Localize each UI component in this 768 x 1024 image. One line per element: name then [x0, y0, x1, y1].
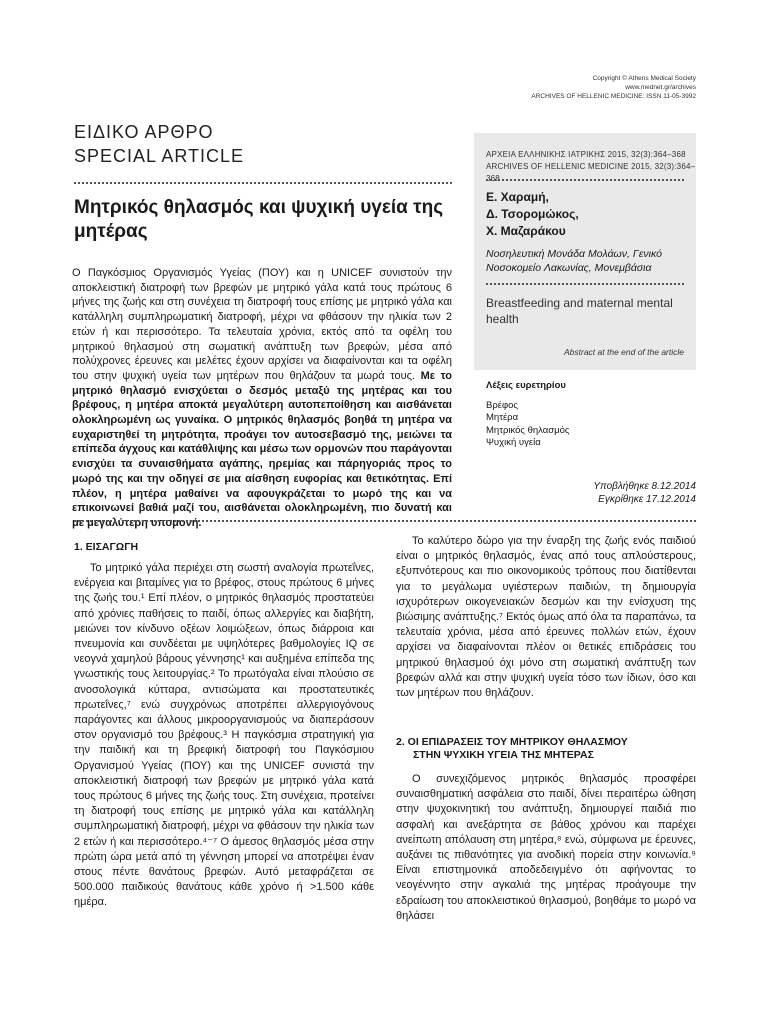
affiliation: Νοσηλευτική Μονάδα Μολάων, Γενικό Νοσοκομείο Λακωνίας, Μονεμβάσια	[486, 248, 662, 274]
section-2-paragraph: Ο συνεχιζόμενος μητρικός θηλασμός προσφέρει συναισθηματική ασφάλεια στο παιδί, δίνει περαιτέρω ώθηση στην ψυχοκινητική του ανάπτυξη, δημιουργεί παιδιά πιο ασφαλή και ανεξάρτητα σε βάθος χρόνου και παρέχει ανείπωτη απόλαυση στη μητέρα,⁸ ενώ, σύμφωνα με έρευνες, αυξάνει τις πιθανότητες για ανοδική πορεία στην κοινωνία.⁹ Είναι επιστημονικά αποδεδειγμένο ότι αφήνοντας το νεογέννητο στην αγκαλιά της μητέρας προάγουμε την εδραίωση του αποκλειστικού θηλασμού, βοηθάμε το μωρό να θηλάσει	[396, 773, 696, 922]
keyword-item: Βρέφος	[486, 400, 518, 411]
keywords-heading: Λέξεις ευρετηρίου	[486, 380, 566, 391]
intro-body	[74, 561, 374, 911]
section-heading-2-line2: ΣΤΗΝ ΨΥΧΙΚΗ ΥΓΕΙΑ ΤΗΣ ΜΗΤΕΡΑΣ	[413, 749, 594, 761]
abstract-note: Abstract at the end of the article	[563, 347, 684, 357]
abstract-text-bold: Με το μητρικό θηλασμό ενισχύεται ο δεσμός μεταξύ της μητέρας και του βρέφους, η μητέρα αποκτά μεγαλύτερη αυτοπεποίθηση και αισθάνεται ολοκληρωμένη ως γυναίκα. Ο μητρικός θηλασμός βοηθά τη μητέρα να ευχαριστηθεί τη μητρότητα, προάγει τον αυτοσεβασμό της, μειώνει τα επίπεδα άγχους και κατάθλιψης και μέσω των ορμονών που παράγονται ενισχύει τα συναισθήματα αγάπης, ηρεμίας και πάρηγοριάς προς το μωρό της και την οδηγεί σε μια αίσθηση ευφορίας και θετικότητας. Επί πλέον, η μητέρα μαθαίνει να αφουγκράζεται το μωρό της και να επικοινωνεί βαθιά μαζί του, αισθάνεται ολοκληρωμένη, πιο δυνατή και με μεγαλύτερη υπομονή.	[72, 369, 452, 529]
article-title: Μητρικός θηλασμός και ψυχική υγεία της μητέρας	[74, 197, 444, 242]
author: Ε. Χαραμή,	[486, 190, 549, 204]
authors	[486, 189, 691, 240]
abstract-text: Ο Παγκόσμιος Οργανισμός Υγείας (ΠΟΥ) και η UNICEF συνιστούν την αποκλειστική διατροφή των βρεφών με μητρικό γάλα κατά τους πρώτους 6 μήνες της ζωής και στη συνέχεια τη διατροφή τους επίσης με μητρικό γάλα και κατάλληλη συμπληρωματική διατροφή, μέχρι να φθάσουν την ηλικία των 2 ετών ή και περισσότερο. Τα τελευταία χρόνια, εκτός από τα οφέλη του μητρικού θηλασμού στη σωματική ανάπτυξη των βρεφών, μέσα από πολύχρονες έρευνες και μελέτες έχουν αρχίσει να διαφαίνονται και τα οφέλη του στην ψυχική υγεία των μητέρων που θηλάζουν τα μωρά τους.	[72, 267, 452, 382]
keyword-item: Μητέρα	[486, 412, 519, 424]
abstract	[72, 266, 452, 531]
copyright-line: Copyright © Athens Medical Society	[592, 75, 696, 82]
keywords-list	[486, 400, 569, 449]
right-paragraph: Το καλύτερο δώρο για την έναρξη της ζωής ενός παιδιού είναι ο μητρικός θηλασμός, ένας από τους απλούστερους, εξυπνότερους και πιο οικονομικούς τρόπους που διατίθενται για το μεγάλωμα υγιέστερων παιδιών, τη δημιουργία ισχυρότερων οικογενειακών δεσμών και την ενίσχυση της βιώσιμης ανάπτυξης.⁷ Εκτός όμως από όλα τα παραπάνω, τα τελευταία χρόνια, μέσα από έρευνες πολλών ετών, έχουν αρχίσει να διαφαίνονται πλέον οι θετικές επιδράσεις του μητρικού θηλασμού όχι μόνο στη σωματική ανάπτυξη των βρεφών αλλά και στην ψυχική υγεία τόσο των ίδιων, όσο και των μητέρων που θηλάζουν.	[396, 535, 696, 700]
author: Δ. Τσορομώκος,	[486, 207, 579, 221]
english-title: Breastfeeding and maternal mental health	[486, 296, 673, 326]
article-info-sidebar	[474, 133, 696, 370]
journal-url: www.mednet.gr/archives	[625, 84, 696, 91]
section-heading-2-line1: 2. ΟΙ ΕΠΙΔΡΑΣΕΙΣ ΤΟΥ ΜΗΤΡΙΚΟΥ ΘΗΛΑΣΜΟΥ	[396, 736, 628, 748]
submission-dates	[593, 481, 696, 506]
accepted-date: Εγκρίθηκε 17.12.2014	[598, 493, 696, 505]
section-heading-2	[396, 736, 696, 762]
right-body	[396, 534, 696, 701]
copyright-block	[531, 74, 696, 101]
issn-line: ARCHIVES OF HELLENIC MEDICINE: ISSN 11-05-3992	[531, 93, 696, 100]
divider-sidebar-mid	[486, 283, 684, 285]
divider-sidebar-top	[486, 179, 684, 181]
intro-paragraph: Το μητρικό γάλα περιέχει στη σωστή αναλογία πρωτεΐνες, ενέργεια και βιταμίνες για το βρέφος, στους πρώτους 6 μήνες της ζωής του.¹ Επί πλέον, ο μητρικός θηλασμός προστατεύει από χρόνιες παθήσεις το παιδί, όπως αλλεργίες και διαβήτη, μειώνει τον κίνδυνο οξέων λοιμώξεων, όπως διάρροια και πνευμονία και συνδέεται με υψηλότερες βαθμολογίες IQ σε νεογνά χαμηλού βάρους γέννησης¹ και αυξημένα επίπεδα της γνωστικής τους λειτουργίας.² Το πρωτόγαλα είναι πλούσιο σε ανοσολογικά κύτταρα, αντισώματα και προστατευτικές πρωτεΐνες,⁷ ενώ συγχρόνως αποτρέπει αλλεργιογόνους παράγοντες και άλλους μικροοργανισμούς να διαπεράσουν στον οργανισμό του βρέφους.³ Η παγκόσμια στρατηγική για την παιδική και τη βρεφική διατροφή του Παγκόσμιου Οργανισμού Υγείας (ΠΟΥ) και της UNICEF συνιστά την αποκλειστική διατροφή των βρεφών με μητρικό γάλα κατά τους πρώτους 6 μήνες της ζωής τους. Στη συνέχεια, προτείνει τη διατροφή τους επίσης με μητρικό γάλα και κατάλληλη συμπληρωματική διατροφή, μέχρι να φθάσουν την ηλικία των 2 ετών ή και περισσότερο.⁴⁻⁷ Ο άμεσος θηλασμός μέσα στην πρώτη ώρα μετά από τη γέννηση μπορεί να αποτρέψει έναν στους πέντε θανάτους βρεφών. Αυτό μεταφράζεται σε 500.000 παιδικούς θανάτους κάθε χρόνο ή >1.500 κάθε ημέρα.	[74, 562, 374, 909]
section-2-body	[396, 772, 696, 924]
divider-main	[74, 520, 696, 522]
section-heading-intro: 1. ΕΙΣΑΓΩΓΗ	[74, 541, 139, 553]
article-type-english: SPECIAL ARTICLE	[74, 146, 245, 166]
article-type-greek: ΕΙΔΙΚΟ ΑΡΘΡΟ	[74, 122, 214, 142]
keyword-item: Μητρικός θηλασμός	[486, 424, 570, 436]
archive-citation-english: ARCHIVES OF HELLENIC MEDICINE 2015, 32(3):364–368	[486, 162, 696, 183]
article-type	[74, 120, 244, 168]
submitted-date: Υποβλήθηκε 8.12.2014	[593, 481, 696, 492]
keyword-item: Ψυχική υγεία	[486, 436, 541, 448]
author: Χ. Μαζαράκου	[486, 224, 566, 238]
divider-left	[74, 182, 452, 184]
archive-citation-greek: ΑΡΧΕΙΑ ΕΛΛΗΝΙΚΗΣ ΙΑΤΡΙΚΗΣ 2015, 32(3):364–368	[486, 150, 686, 159]
